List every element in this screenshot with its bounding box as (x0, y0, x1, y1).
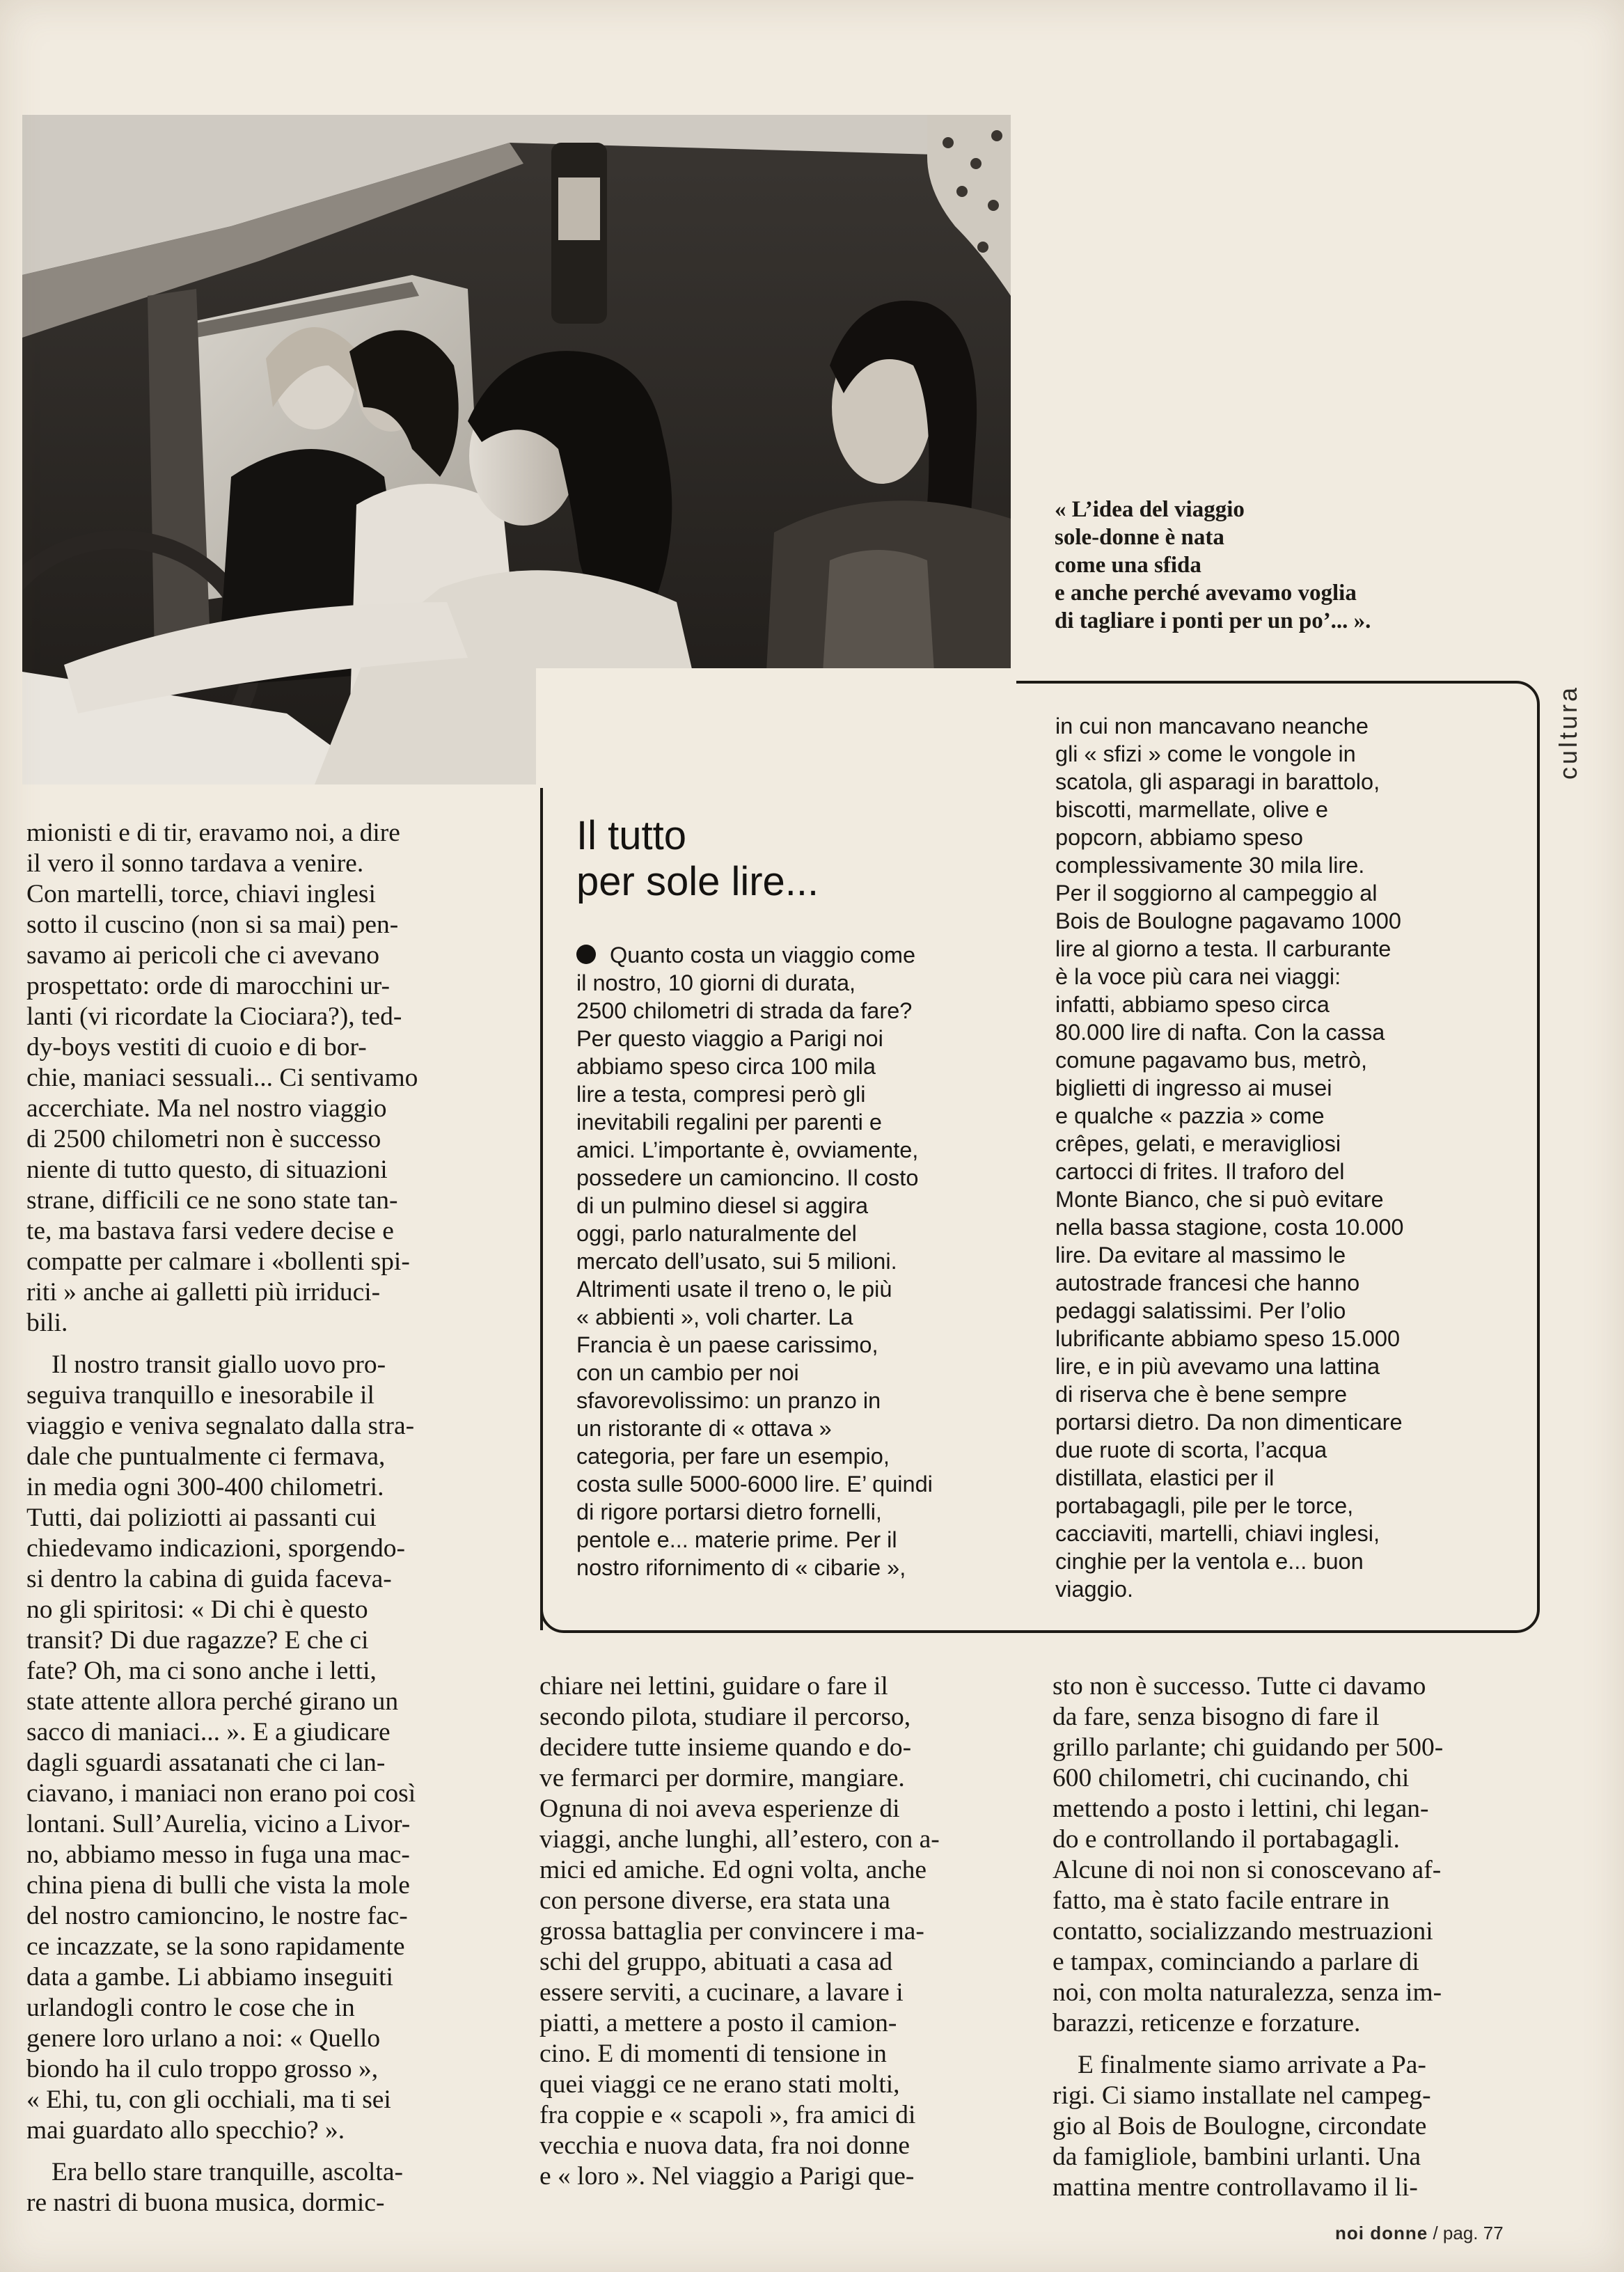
text-line: sto non è successo. Tutte ci davamo (1053, 1672, 1426, 1701)
text-line: il nostro, 10 giorni di durata, (576, 970, 856, 995)
caption-line: sole-donne è nata (1055, 525, 1224, 550)
text-line: viaggio e veniva segnalato dalla stra- (26, 1412, 415, 1440)
text-line: lire, e in più avevamo una lattina (1055, 1354, 1380, 1379)
text-line: un ristorante di « ottava » (576, 1416, 832, 1441)
text-line: Con martelli, torce, chiavi inglesi (26, 880, 376, 908)
text-line: riti » anche ai galletti più irriduci- (26, 1278, 381, 1307)
text-line: Francia è un paese carissimo, (576, 1332, 878, 1357)
text-line: fatto, ma è stato facile entrare in (1053, 1886, 1390, 1915)
text-line: Alcune di noi non si conoscevano af- (1053, 1856, 1442, 1884)
text-line: gio al Bois de Boulogne, circondate (1053, 2112, 1427, 2140)
footer-separator: / (1433, 2223, 1438, 2243)
text-line: nella bassa stagione, costa 10.000 (1055, 1215, 1404, 1240)
text-line: autostrade francesi che hanno (1055, 1270, 1360, 1295)
text-line: sotto il cuscino (non si sa mai) pen- (26, 910, 399, 939)
text-line: chiedevamo indicazioni, sporgendo- (26, 1534, 405, 1563)
text-line: grillo parlante; chi guidando per 500- (1053, 1733, 1444, 1762)
text-line: da fare, senza bisogno di fare il (1053, 1703, 1380, 1731)
text-line: complessivamente 30 mila lire. (1055, 853, 1365, 878)
text-line: secondo pilota, studiare il percorso, (539, 1703, 911, 1731)
text-line: grossa battaglia per convincere i ma- (539, 1917, 924, 1946)
text-line: in media ogni 300-400 chilometri. (26, 1473, 384, 1501)
text-line: viaggi, anche lunghi, all’estero, con a- (539, 1825, 940, 1854)
text-line: cino. E di momenti di tensione in (539, 2040, 887, 2068)
text-line: rigi. Ci siamo installate nel campeg- (1053, 2081, 1431, 2110)
text-line: ce incazzate, se la sono rapidamente (26, 1932, 405, 1961)
text-line: sacco di maniaci... ». E a giudicare (26, 1718, 391, 1746)
text-line: del nostro camioncino, le nostre fac- (26, 1902, 408, 1930)
text-line: abbiamo speso circa 100 mila (576, 1054, 876, 1079)
text-line: mercato dell’usato, sui 5 milioni. (576, 1249, 897, 1274)
caption-line: e anche perché avevamo voglia (1055, 581, 1357, 606)
text-line: Il nostro transit giallo uovo pro- (52, 1350, 386, 1379)
text-line: no, abbiamo messo in fuga una mac- (26, 1840, 410, 1869)
text-line: niente di tutto questo, di situazioni (26, 1155, 388, 1184)
text-line: mattina mentre controllavamo il li- (1053, 2173, 1418, 2202)
text-line: seguiva tranquillo e inesorabile il (26, 1381, 375, 1410)
text-line: gli « sfizi » come le vongole in (1055, 741, 1356, 766)
text-line: barazzi, reticenze e forzature. (1053, 2009, 1361, 2037)
text-line: cartocci di frites. Il traforo del (1055, 1159, 1345, 1184)
text-line: transit? Di due ragazze? E che ci (26, 1626, 369, 1655)
text-line: infatti, abbiamo speso circa (1055, 992, 1330, 1017)
text-line: vecchia e nuova data, fra noi donne (539, 2131, 910, 2160)
text-line: mionisti e di tir, eravamo noi, a dire (26, 819, 400, 847)
box-frame-gap (536, 668, 546, 791)
text-line: viaggio. (1055, 1577, 1134, 1602)
text-line: chie, maniaci sessuali... Ci sentivamo (26, 1064, 418, 1092)
text-line: pentole e... materie prime. Per il (576, 1527, 897, 1552)
bullet-icon (576, 945, 596, 964)
text-line: mici ed amiche. Ed ogni volta, anche (539, 1856, 927, 1884)
section-label: cultura (1554, 684, 1582, 780)
text-line: con un cambio per noi (576, 1360, 799, 1385)
text-line: e tampax, cominciando a parlare di (1053, 1948, 1419, 1976)
text-line: data a gambe. Li abbiamo inseguiti (26, 1963, 393, 1991)
text-line: in cui non mancavano neanche (1055, 713, 1369, 739)
box-divider-line (540, 788, 543, 1630)
text-line: savamo ai pericoli che ci avevano (26, 941, 380, 970)
box-column-right (1055, 712, 1501, 1603)
box-title (576, 813, 819, 905)
text-line: il vero il sonno tardava a venire. (26, 849, 364, 878)
text-line: Bois de Boulogne pagavamo 1000 (1055, 908, 1401, 933)
text-line: accerchiate. Ma nel nostro viaggio (26, 1094, 387, 1123)
text-line: comune pagavamo bus, metrò, (1055, 1048, 1368, 1073)
text-line: no gli spiritosi: « Di chi è questo (26, 1595, 368, 1624)
text-line: chiare nei lettini, guidare o fare il (539, 1672, 888, 1701)
magazine-name: noi donne (1335, 2223, 1428, 2243)
text-line: lontani. Sull’Aurelia, vicino a Livor- (26, 1810, 411, 1838)
text-line: Era bello stare tranquille, ascolta- (52, 2158, 403, 2186)
text-line: biglietti di ingresso ai musei (1055, 1075, 1332, 1100)
text-line: inevitabili regalini per parenti e (576, 1110, 883, 1135)
text-line: portarsi dietro. Da non dimenticare (1055, 1410, 1403, 1435)
text-line: schi del gruppo, abituati a casa ad (539, 1948, 893, 1976)
text-line: con persone diverse, era stata una (539, 1886, 890, 1915)
text-line: E finalmente siamo arrivate a Pa- (1078, 2051, 1426, 2079)
text-line: noi, con molta naturalezza, senza im- (1053, 1978, 1442, 2007)
text-line: re nastri di buona musica, dormic- (26, 2188, 385, 2217)
text-line: distillata, elastici per il (1055, 1465, 1275, 1490)
text-line: popcorn, abbiamo speso (1055, 825, 1303, 850)
text-line: lire a testa, compresi però gli (576, 1082, 866, 1107)
caption-line: « L’idea del viaggio (1055, 497, 1245, 522)
text-line: genere loro urlano a noi: « Quello (26, 2024, 381, 2053)
text-line: decidere tutte insieme quando e do- (539, 1733, 912, 1762)
text-line: dagli sguardi assatanati che ci lan- (26, 1749, 386, 1777)
text-line: do e controllando il portabagagli. (1053, 1825, 1400, 1854)
text-line: e qualche « pazzia » come (1055, 1103, 1325, 1128)
text-line: costa sulle 5000-6000 lire. E’ quindi (576, 1472, 933, 1497)
text-line: di un pulmino diesel si aggira (576, 1193, 869, 1218)
text-line: sfavorevolissimo: un pranzo in (576, 1388, 881, 1413)
text-line: lire. Da evitare al massimo le (1055, 1242, 1346, 1268)
text-line: Tutti, dai poliziotti ai passanti cui (26, 1504, 377, 1532)
text-line: 80.000 lire di nafta. Con la cassa (1055, 1020, 1385, 1045)
text-line: di riserva che è bene sempre (1055, 1382, 1348, 1407)
text-line: oggi, parlo naturalmente del (576, 1221, 857, 1246)
text-line: amici. L’importante è, ovviamente, (576, 1137, 919, 1162)
text-line: si dentro la cabina di guida faceva- (26, 1565, 392, 1593)
text-line: urlandogli contro le cose che in (26, 1994, 355, 2022)
text-line: bili. (26, 1309, 68, 1337)
text-line: fra coppie e « scapoli », fra amici di (539, 2101, 916, 2129)
article-column-right (1053, 1671, 1540, 2203)
article-column-middle (539, 1671, 1030, 2192)
text-line: cinghie per la ventola e... buon (1055, 1549, 1364, 1574)
caption-line: come una sfida (1055, 553, 1201, 578)
text-line: ciavano, i maniaci non erano poi così (26, 1779, 416, 1808)
text-line: e « loro ». Nel viaggio a Parigi que- (539, 2162, 915, 2191)
text-line: « abbienti », voli charter. La (576, 1304, 853, 1330)
text-line: cacciaviti, martelli, chiavi inglesi, (1055, 1521, 1380, 1546)
text-line: categoria, per fare un esempio, (576, 1444, 890, 1469)
text-line: crêpes, gelati, e meravigliosi (1055, 1131, 1341, 1156)
page-number: pag. 77 (1442, 2223, 1504, 2243)
text-line: essere serviti, a cucinare, a lavare i (539, 1978, 904, 2007)
box-title-line: per sole lire... (576, 859, 819, 904)
page-footer (1335, 2223, 1504, 2244)
text-line: Altrimenti usate il treno o, le più (576, 1277, 892, 1302)
text-line: nostro rifornimento di « cibarie », (576, 1555, 906, 1580)
text-line: state attente allora perché girano un (26, 1687, 399, 1716)
text-line: Ognuna di noi aveva esperienze di (539, 1794, 900, 1823)
text-line: biondo ha il culo troppo grosso », (26, 2055, 379, 2083)
article-column-left (26, 818, 521, 2218)
text-line: fate? Oh, ma ci sono anche i letti, (26, 1657, 377, 1685)
text-line: quei viaggi ce ne erano stati molti, (539, 2070, 900, 2099)
text-line: mai guardato allo specchio? ». (26, 2116, 345, 2145)
text-line: lire al giorno a testa. Il carburante (1055, 936, 1392, 961)
text-line: di rigore portarsi dietro fornelli, (576, 1499, 882, 1524)
photo-caption (1055, 496, 1542, 635)
box-frame-gap (536, 668, 1016, 787)
text-line: 2500 chilometri di strada da fare? (576, 998, 913, 1023)
text-line: Monte Bianco, che si può evitare (1055, 1187, 1384, 1212)
text-line: prospettato: orde di marocchini ur- (26, 972, 390, 1000)
text-line: è la voce più cara nei viaggi: (1055, 964, 1341, 989)
text-line: « Ehi, tu, con gli occhiali, ma ti sei (26, 2085, 391, 2114)
text-line: 600 chilometri, chi cucinando, chi (1053, 1764, 1410, 1792)
text-line: di 2500 chilometri non è successo (26, 1125, 381, 1153)
text-line: lubrificante abbiamo speso 15.000 (1055, 1326, 1401, 1351)
text-line: piatti, a mettere a posto il camion- (539, 2009, 897, 2037)
text-line: strane, difficili ce ne sono state tan- (26, 1186, 398, 1215)
text-line: dy-boys vestiti di cuoio e di bor- (26, 1033, 367, 1062)
text-line: possedere un camioncino. Il costo (576, 1165, 919, 1190)
text-line: Per il soggiorno al campeggio al (1055, 881, 1378, 906)
text-line: dale che puntualmente ci fermava, (26, 1442, 386, 1471)
text-line: lanti (vi ricordate la Ciociara?), ted- (26, 1002, 402, 1031)
text-line: biscotti, marmellate, olive e (1055, 797, 1328, 822)
caption-line: di tagliare i ponti per un po’... ». (1055, 608, 1371, 633)
text-line: mettendo a posto i lettini, chi legan- (1053, 1794, 1429, 1823)
text-line: da famigliole, bambini urlanti. Una (1053, 2143, 1421, 2171)
box-title-line: Il tutto (576, 813, 686, 858)
text-line: compatte per calmare i «bollenti spi- (26, 1247, 410, 1276)
text-line: contatto, socializzando mestruazioni (1053, 1917, 1433, 1946)
box-column-left (576, 941, 1022, 1581)
text-line: pedaggi salatissimi. Per l’olio (1055, 1298, 1346, 1323)
text-line: te, ma bastava farsi vedere decise e (26, 1217, 394, 1245)
text-line: scatola, gli asparagi in barattolo, (1055, 769, 1380, 794)
text-line: due ruote di scorta, l’acqua (1055, 1437, 1327, 1462)
text-line: ve fermarci per dormire, mangiare. (539, 1764, 905, 1792)
text-line: Per questo viaggio a Parigi noi (576, 1026, 883, 1051)
text-line: Quanto costa un viaggio come (576, 941, 1022, 969)
text-line: china piena di bulli che vista la mole (26, 1871, 410, 1900)
text-line: portabagagli, pile per le torce, (1055, 1493, 1354, 1518)
